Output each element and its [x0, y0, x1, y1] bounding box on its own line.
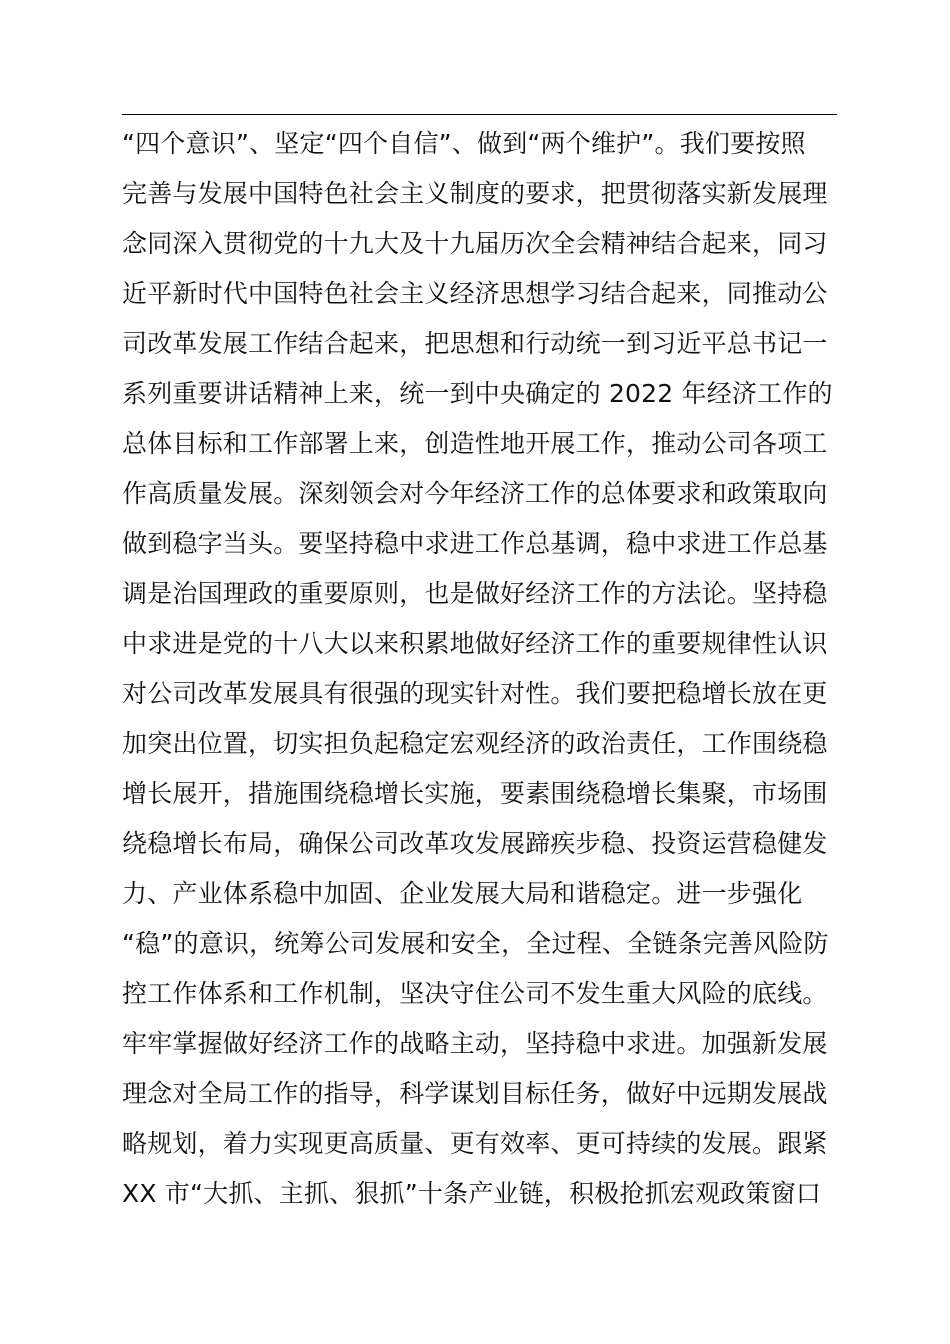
text-line: 系列重要讲话精神上来，统一到中央确定的 2022 年经济工作的: [122, 379, 833, 408]
text-line: 作高质量发展。深刻领会对今年经济工作的总体要求和政策取向: [122, 479, 828, 508]
text-line: 完善与发展中国特色社会主义制度的要求，把贯彻落实新发展理: [122, 179, 828, 208]
text-line: 增长展开，措施围绕稳增长实施，要素围绕稳增长集聚，市场围: [122, 779, 828, 808]
body-text: [122, 119, 862, 1219]
text-line: “稳”的意识，统筹公司发展和安全，全过程、全链条完善风险防: [122, 929, 829, 958]
text-line: 近平新时代中国特色社会主义经济思想学习结合起来，同推动公: [122, 279, 828, 308]
text-line: 做到稳字当头。要坚持稳中求进工作总基调，稳中求进工作总基: [122, 529, 828, 558]
text-line: 司改革发展工作结合起来，把思想和行动统一到习近平总书记一: [122, 329, 828, 358]
text-line: “四个意识”、坚定“四个自信”、做到“两个维护”。我们要按照: [122, 129, 806, 158]
text-line: 牢牢掌握做好经济工作的战略主动，坚持稳中求进。加强新发展: [122, 1029, 828, 1058]
text-line: 理念对全局工作的指导，科学谋划目标任务，做好中远期发展战: [122, 1079, 828, 1108]
text-line: 绕稳增长布局，确保公司改革攻发展蹄疾步稳、投资运营稳健发: [122, 829, 828, 858]
text-line: 力、产业体系稳中加固、企业发展大局和谐稳定。进一步强化: [122, 879, 803, 908]
text-line: 调是治国理政的重要原则，也是做好经济工作的方法论。坚持稳: [122, 579, 828, 608]
text-line: 加突出位置，切实担负起稳定宏观经济的政治责任，工作围绕稳: [122, 729, 828, 758]
text-line: 控工作体系和工作机制，坚决守住公司不发生重大风险的底线。: [122, 979, 828, 1008]
text-line: 念同深入贯彻党的十九大及十九届历次全会精神结合起来，同习: [122, 229, 828, 258]
text-line: 对公司改革发展具有很强的现实针对性。我们要把稳增长放在更: [122, 679, 828, 708]
text-line: 总体目标和工作部署上来，创造性地开展工作，推动公司各项工: [122, 429, 828, 458]
header-rule: [122, 114, 837, 115]
text-line: XX 市“大抓、主抓、狠抓”十条产业链，积极抢抓宏观政策窗口: [122, 1179, 822, 1208]
text-line: 略规划，着力实现更高质量、更有效率、更可持续的发展。跟紧: [122, 1129, 828, 1158]
text-line: 中求进是党的十八大以来积累地做好经济工作的重要规律性认识: [122, 629, 828, 658]
